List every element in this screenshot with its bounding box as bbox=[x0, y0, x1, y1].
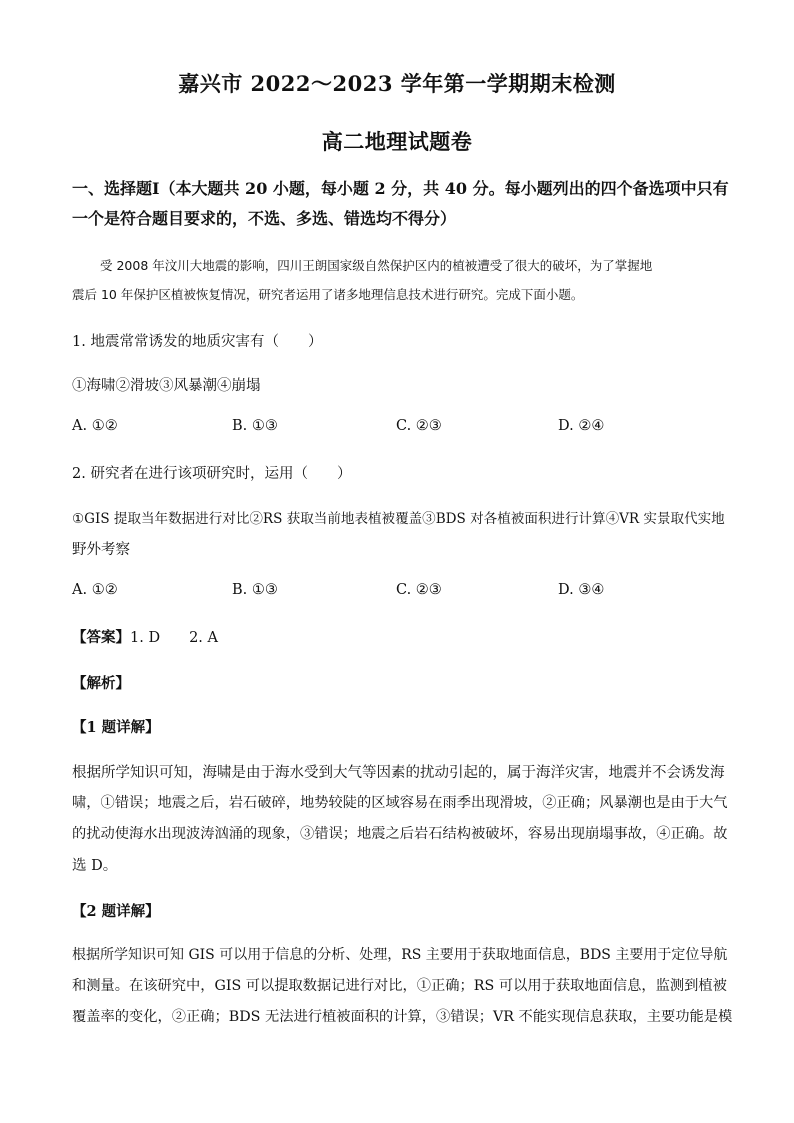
analysis-tag: 【解析】 bbox=[72, 675, 130, 692]
detail1-line2: 啸，①错误；地震之后，岩石破碎，地势较陡的区域容易在雨季出现滑坡，②正确；风暴潮也是由于大气 bbox=[72, 795, 728, 811]
answer-text: 1. D 2. A bbox=[130, 630, 218, 646]
q1-items: ①海啸②滑坡③风暴潮④崩塌 bbox=[72, 378, 261, 394]
section-heading-line2: 一个是符合题目要求的，不选、多选、错选均不得分） bbox=[72, 209, 457, 228]
answer-tag: 【答案】 bbox=[72, 629, 130, 646]
q1-option-b: B. ①③ bbox=[232, 418, 278, 434]
section-heading-line1: 一、选择题Ⅰ（本大题共 20 小题，每小题 2 分，共 40 分。每小题列出的四个备选项中只有 bbox=[72, 179, 729, 198]
q1-option-c: C. ②③ bbox=[396, 418, 442, 434]
q1-stem: 1. 地震常常诱发的地质灾害有（ ） bbox=[72, 334, 323, 350]
intro-line1: 受 2008 年汶川大地震的影响，四川王朗国家级自然保护区内的植被遭受了很大的破坏，为了掌握地 bbox=[100, 258, 653, 273]
answer-row bbox=[72, 626, 218, 647]
q1-option-d: D. ②④ bbox=[558, 418, 605, 434]
q2-option-d: D. ③④ bbox=[558, 582, 605, 598]
detail1-line4: 选 D。 bbox=[72, 858, 118, 874]
intro-line2: 震后 10 年保护区植被恢复情况，研究者运用了诸多地理信息技术进行研究。完成下面小题。 bbox=[72, 287, 584, 302]
detail1-tag: 【1 题详解】 bbox=[72, 719, 160, 736]
detail2-line2: 和测量。在该研究中，GIS 可以提取数据记进行对比，①正确；RS 可以用于获取地面信息，监测到植被 bbox=[72, 978, 727, 994]
exam-subtitle: 高二地理试题卷 bbox=[321, 129, 473, 154]
exam-title: 嘉兴市 2022～2023 学年第一学期期末检测 bbox=[178, 71, 616, 96]
q2-stem: 2. 研究者在进行该项研究时，运用（ ） bbox=[72, 466, 352, 482]
q1-option-a: A. ①② bbox=[72, 418, 118, 434]
q2-items-line1: ①GIS 提取当年数据进行对比②RS 获取当前地表植被覆盖③BDS 对各植被面积进行计算④VR 实景取代实地 bbox=[72, 511, 725, 527]
q2-option-b: B. ①③ bbox=[232, 582, 278, 598]
q2-items-line2: 野外考察 bbox=[72, 542, 130, 558]
detail2-line3: 覆盖率的变化，②正确；BDS 无法进行植被面积的计算，③错误；VR 不能实现信息获取，主要功能是模 bbox=[72, 1009, 733, 1025]
detail1-line3: 的扰动使海水出现波涛汹涌的现象，③错误；地震之后岩石结构被破坏，容易出现崩塌事故，④正确。故 bbox=[72, 826, 728, 842]
detail2-tag: 【2 题详解】 bbox=[72, 903, 160, 920]
q2-option-a: A. ①② bbox=[72, 582, 118, 598]
detail1-line1: 根据所学知识可知，海啸是由于海水受到大气等因素的扰动引起的，属于海洋灾害，地震并不会诱发海 bbox=[72, 765, 725, 781]
q2-option-c: C. ②③ bbox=[396, 582, 442, 598]
detail2-line1: 根据所学知识可知 GIS 可以用于信息的分析、处理，RS 主要用于获取地面信息，BDS 主要用于定位导航 bbox=[72, 947, 728, 963]
